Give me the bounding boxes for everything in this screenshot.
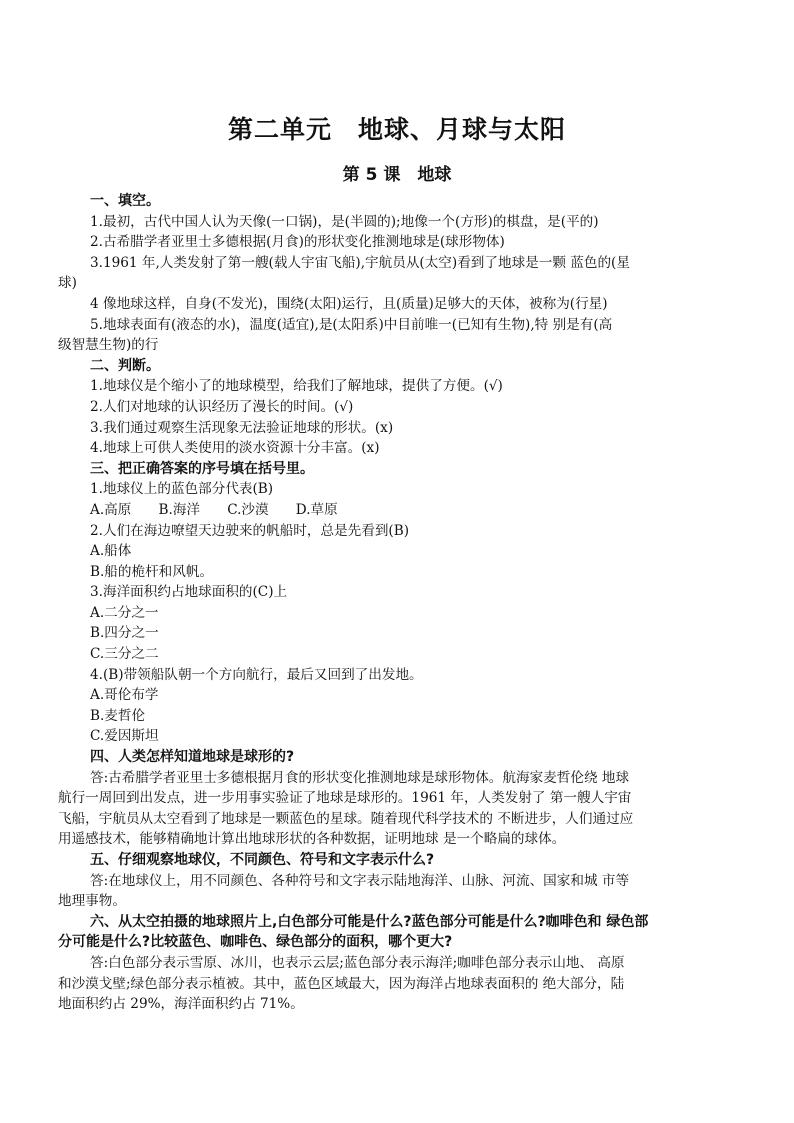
question-text: 4 像地球这样，自身(不发光)，围绕(太阳)运行，且(质量)足够大的天体，被称为(行星) bbox=[90, 295, 608, 312]
question-text: 级智慧生物)的行 bbox=[58, 337, 159, 354]
answer-option: B.船的桅杆和风帆。 bbox=[90, 563, 214, 580]
question-text: 2.人们对地球的认识经历了漫长的时间。(√) bbox=[90, 398, 354, 415]
section-6-heading-cont: 分可能是什么?比较蓝色、咖啡色、绿色部分的面积，哪个更大? bbox=[58, 934, 453, 951]
section-4-heading: 四、人类怎样知道地球是球形的? bbox=[90, 749, 295, 766]
answer-text: 答:古希腊学者亚里士多德根据月食的形状变化推测地球是球形物体。航海家麦哲伦绕 地球 bbox=[90, 769, 630, 786]
answer-text: 答:在地球仪上，用不同颜色、各种符号和文字表示陆地海洋、山脉、河流、国家和城 市等 bbox=[90, 872, 630, 889]
question-text: 1.最初，古代中国人认为天像(一口锅)，是(半圆的);地像一个(方形)的棋盘，是(平的) bbox=[90, 213, 599, 230]
answer-text: 用遥感技术，能够精确地计算出地球形状的各种数据，证明地球 是一个略扁的球体。 bbox=[58, 831, 566, 848]
question-text: 球) bbox=[58, 275, 77, 292]
question-text: 1.地球仪上的蓝色部分代表(B) bbox=[90, 481, 274, 498]
question-text: 1.地球仪是个缩小了的地球模型，给我们了解地球，提供了方便。(√) bbox=[90, 378, 503, 395]
question-text: 4.(B)带领船队朝一个方向航行，最后又回到了出发地。 bbox=[90, 666, 423, 683]
answer-option: B.麦哲伦 bbox=[90, 707, 146, 724]
question-text: 3.海洋面积约占地球面积的(C)上 bbox=[90, 584, 288, 601]
lesson-title: 第 5 课 地球 bbox=[342, 165, 452, 185]
answer-text: 和沙漠戈壁;绿色部分表示植被。其中，蓝色区域最大，因为海洋占地球表面积的 绝大部分，陆 bbox=[58, 975, 625, 992]
answer-options: A.高原 B.海洋 C.沙漠 D.草原 bbox=[90, 501, 338, 518]
question-text: 2.人们在海边嘹望天边驶来的帆船时，总是先看到(B) bbox=[90, 522, 410, 539]
answer-option: C.三分之二 bbox=[90, 646, 159, 663]
answer-text: 飞船，宇航员从太空看到了地球是一颗蓝色的星球。随着现代科学技术的 不断进步，人们通过应 bbox=[58, 810, 634, 827]
question-text: 4.地球上可供人类使用的淡水资源十分丰富。(x) bbox=[90, 440, 380, 457]
question-text: 5.地球表面有(液态的水)，温度(适宜),是(太阳系)中目前唯一(已知有生物),特 别是有(高 bbox=[90, 316, 613, 333]
answer-text: 地面积约占 29%，海洋面积约占 71%。 bbox=[58, 996, 304, 1013]
answer-text: 航行一周回到出发点，进一步用事实验证了地球是球形的。1961 年，人类发射了 第一艘人宇宙 bbox=[58, 790, 632, 807]
answer-option: A.二分之一 bbox=[90, 604, 159, 621]
question-text: 3.1961 年,人类发射了第一艘(载人宇宙飞船),宇航员从(太空)看到了地球是一颗 蓝色的(星 bbox=[90, 254, 630, 271]
section-1-heading: 一、填空。 bbox=[90, 193, 160, 209]
section-5-heading: 五、仔细观察地球仪，不同颜色、符号和文字表示什么? bbox=[90, 852, 435, 868]
answer-option: B.四分之一 bbox=[90, 625, 159, 642]
answer-option: C.爱因斯坦 bbox=[90, 728, 159, 745]
document-page bbox=[58, 110, 736, 1015]
unit-title: 第二单元 地球、月球与太阳 bbox=[227, 115, 566, 144]
section-6-heading: 六、从太空拍摄的地球照片上,白色部分可能是什么?蓝色部分可能是什么?咖啡色和 绿色部 bbox=[90, 913, 649, 930]
answer-text: 答:白色部分表示雪原、冰川，也表示云层;蓝色部分表示海洋;咖啡色部分表示山地、 高原 bbox=[90, 954, 625, 971]
question-text: 3.我们通过观察生活现象无法验证地球的形状。(x) bbox=[90, 419, 394, 436]
answer-option: A.哥伦布学 bbox=[90, 687, 159, 704]
section-3-heading: 三、把正确答案的序号填在括号里。 bbox=[90, 460, 314, 477]
section-2-heading: 二、判断。 bbox=[90, 357, 160, 374]
answer-option: A.船体 bbox=[90, 543, 132, 560]
answer-text: 地理事物。 bbox=[58, 893, 126, 910]
question-text: 2.古希腊学者亚里士多德根据(月食)的形状变化推测地球是(球形物体) bbox=[90, 234, 505, 251]
